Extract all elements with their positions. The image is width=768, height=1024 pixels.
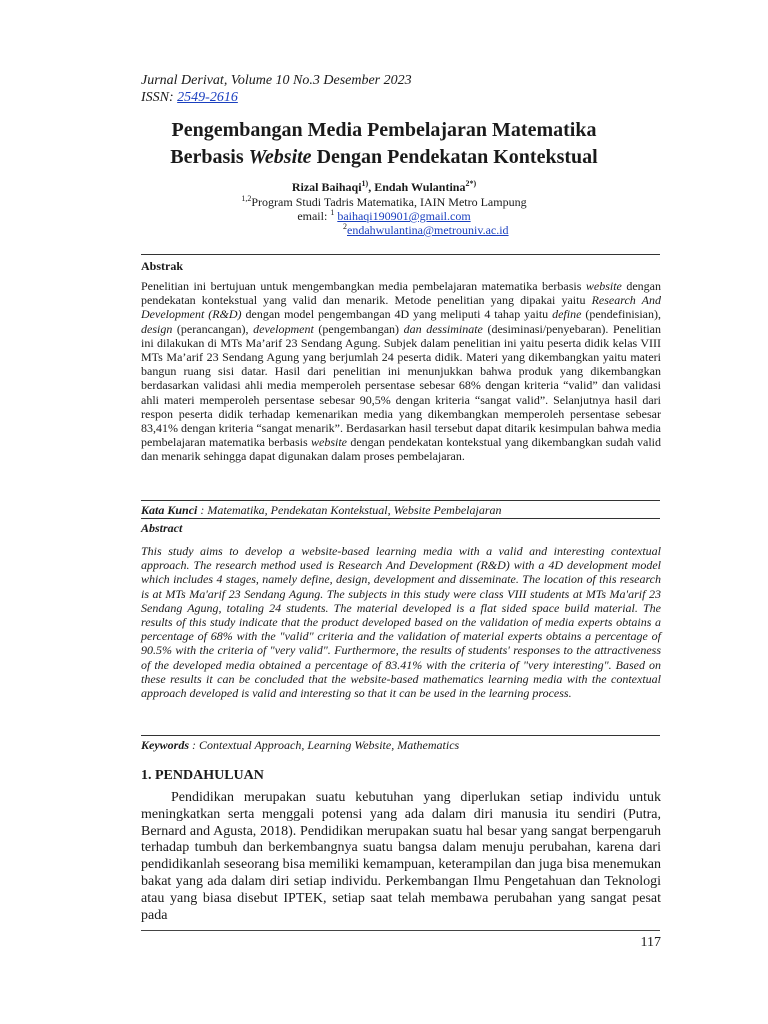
issn-link[interactable]: 2549-2616 bbox=[177, 90, 238, 105]
keywords-text: : Contextual Approach, Learning Website, Mathematics bbox=[189, 738, 460, 752]
title-part: Dengan Pendekatan Kontekstual bbox=[311, 146, 598, 168]
author-1-mark: 1) bbox=[361, 179, 369, 188]
email-line-1 bbox=[141, 209, 627, 223]
kata-kunci-text: : Matematika, Pendekatan Kontekstual, Website Pembelajaran bbox=[197, 503, 502, 517]
abstrak-segment: dengan model pengembangan 4D yang meliputi 4 tahap yaitu bbox=[241, 307, 553, 322]
title-italic: Website bbox=[248, 146, 312, 168]
email-2-mark: 2 bbox=[343, 222, 347, 231]
abstrak-text bbox=[141, 279, 661, 464]
footer-divider bbox=[141, 930, 660, 931]
abstrak-segment: (pengembangan) bbox=[313, 321, 404, 336]
abstrak-segment: (perancangan), bbox=[172, 321, 254, 336]
abstrak-segment: dengan pendekatan kontekstual yang dikembangkan sudah valid dan menarik sehingga dapat digunakan dalam proses pembelajaran. bbox=[141, 435, 662, 464]
affiliation bbox=[141, 195, 627, 209]
author-sep: , bbox=[368, 180, 375, 194]
title-part: Berbasis bbox=[170, 146, 249, 168]
keywords bbox=[141, 738, 459, 753]
journal-citation: Jurnal Derivat, Volume 10 No.3 Desember 2023 bbox=[141, 73, 412, 88]
issn-label: ISSN: bbox=[141, 90, 178, 105]
email-2-link[interactable]: endahwulantina@metrouniv.ac.id bbox=[347, 223, 509, 237]
kata-kunci-label: Kata Kunci bbox=[141, 503, 198, 517]
abstrak-italic: define bbox=[552, 307, 582, 322]
page-number: 117 bbox=[640, 935, 661, 950]
abstrak-italic: website bbox=[585, 279, 622, 293]
keywords-label: Keywords bbox=[141, 738, 189, 752]
email-label: email: bbox=[297, 209, 331, 223]
author-2-mark: 2*) bbox=[465, 179, 477, 188]
affiliation-text: Program Studi Tadris Matematika, IAIN Metro Lampung bbox=[251, 195, 527, 209]
divider bbox=[141, 518, 660, 519]
author-2: Endah Wulantina bbox=[374, 180, 466, 194]
abstract-text: This study aims to develop a website-based learning media with a valid and interesting contextual approach. The research method used is Research And Development (R&D) with a 4D development model which includes 4 stages, namely define, design, development and disseminate. The location of this research is at MTs Ma'arif 23 Sendang Agung. The subjects in this study were class VIII students at MTs Ma'arif 23 Sendang Agung, totaling 24 students. The material developed is a flat sided space build material. The results of this study indicate that the product developed based on the validation of media experts obtains a percentage of 68% with the "valid" criteria and the validation of material experts obtains a percentage of 90.5% with the criteria of "very valid". Furthermore, the results of students' responses to the attractiveness of the developed media obtained a percentage of 83.41% with the criteria of "very interesting". Based on these results it can be concluded that the website-based mathematics learning media with the contextual approach developed is valid and interesting so that it can be used in the learning process. bbox=[141, 544, 661, 701]
authors bbox=[141, 180, 627, 195]
divider bbox=[141, 254, 660, 255]
affiliation-mark: 1,2 bbox=[241, 194, 252, 203]
abstrak-heading: Abstrak bbox=[141, 259, 184, 273]
paper-title bbox=[100, 117, 668, 171]
section-body: Pendidikan merupakan suatu kebutuhan yang diperlukan setiap individu untuk meningkatkan serta menggali potensi yang ada dalam diri manusia itu sendiri (Putra, Bernard and Agusta, 2018). Pendidikan merupakan suatu hal besar yang sangat berpengaruh terhadap tumbuh dan berkembangnya suatu bangsa dalam menuju perubahan, karena dari pendidikanlah seseorang bisa memiliki kemampuan, keterampilan dan juga bisa menemukan bakat yang ada dalam diri setiap individu. Perkembangan Ilmu Pengetahuan dan Teknologi atau yang biasa disebut IPTEK, setiap saat telah membawa perubahan yang sangat pesat pada bbox=[141, 790, 661, 923]
abstrak-segment: dengan pendekatan kontekstual yang valid dan menarik. Metode penelitian yang dipakai yaitu bbox=[141, 279, 661, 308]
abstrak-italic: Research And Development (R&D) bbox=[141, 293, 661, 322]
divider bbox=[141, 735, 660, 736]
email-1-mark: 1 bbox=[330, 208, 335, 217]
section-heading: 1. PENDAHULUAN bbox=[141, 768, 264, 783]
abstrak-segment: (desiminasi/penyebaran). Penelitian ini dilakukan di MTs Ma’arif 23 Sendang Agung. Subjek dalam penelitian ini yaitu peserta didik kelas VIII MTs Ma’arif 23 Sendang Agung yang berjumlah 24 peserta didik. Materi yang dikembangkan yaitu materi bangun ruang sisi datar. Hasil dari penelitian ini menunjukkan bahwa produk yang dikembangkan berdasarkan validasi ahli media memperoleh persentase sebesar 68% dengan kriteria “valid” dan validasi ahli materi memperoleh persentase sebesar 90,5% dengan kriteria “sangat valid”. Selanjutnya hasil dari respon peserta didik terhadap kemenarikan media yang dikembangkan memperoleh persentase sebesar 83,41% dengan kriteria “sangat menarik”. Berdasarkan hasil tersebut dapat ditarik kesimpulan bahwa media pembelajaran matematika berbasis bbox=[141, 321, 661, 450]
abstrak-italic: dan dessiminate bbox=[403, 321, 483, 336]
abstrak-segment: Penelitian ini bertujuan untuk mengembangkan media pembelajaran matematika berbasis bbox=[141, 279, 586, 293]
email-1-link[interactable]: baihaqi190901@gmail.com bbox=[337, 209, 471, 223]
title-line-2 bbox=[100, 144, 668, 171]
abstrak-italic: design bbox=[141, 321, 173, 336]
title-line-1: Pengembangan Media Pembelajaran Matematika bbox=[171, 119, 597, 141]
journal-header bbox=[141, 72, 412, 106]
abstrak-italic: development bbox=[253, 321, 314, 336]
abstrak-segment: (pendefinisian), bbox=[581, 307, 661, 322]
kata-kunci bbox=[141, 503, 502, 518]
abstrak-italic: website bbox=[310, 435, 347, 450]
divider bbox=[141, 500, 660, 501]
email-line-2 bbox=[343, 223, 509, 237]
abstract-heading: Abstract bbox=[141, 521, 183, 535]
issn-line bbox=[141, 89, 412, 106]
author-1: Rizal Baihaqi bbox=[291, 180, 362, 194]
